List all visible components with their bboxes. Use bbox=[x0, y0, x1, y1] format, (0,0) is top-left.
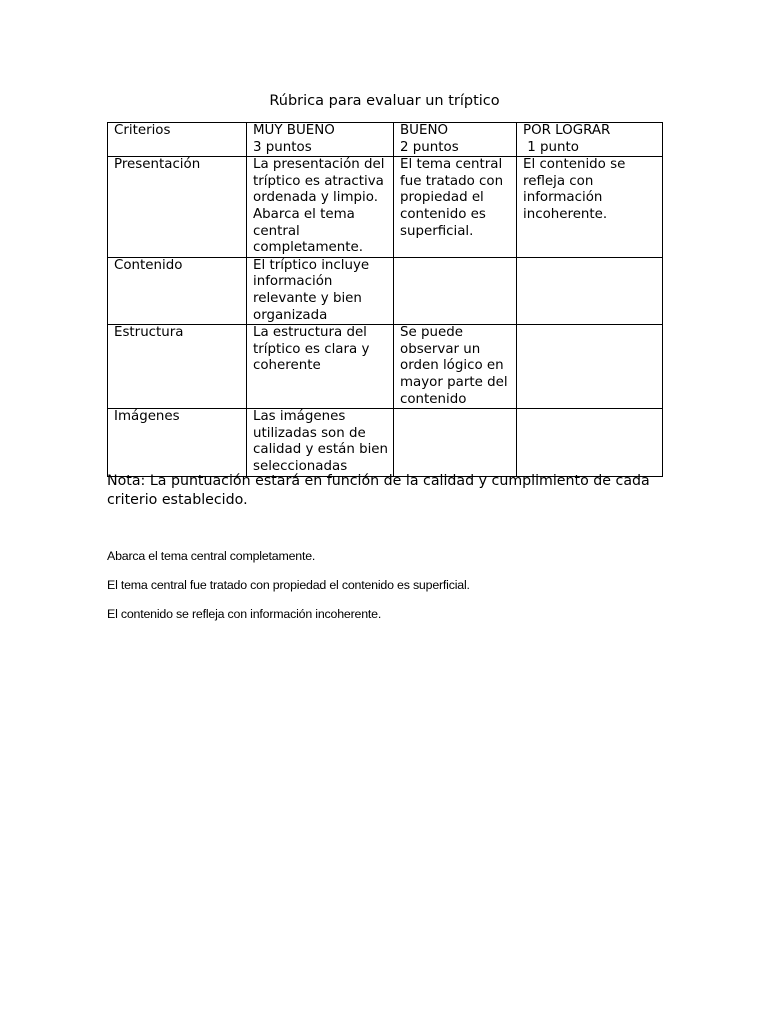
muy-bueno-cell: Las imágenes utilizadas son de calidad y están bien seleccionadas bbox=[247, 409, 394, 476]
header-criterios-label: Criterios bbox=[114, 123, 171, 138]
extra-line: El contenido se refleja con información incoherente. bbox=[107, 607, 382, 621]
por-lograr-cell bbox=[517, 409, 663, 476]
table-row bbox=[108, 257, 663, 324]
header-muy-bueno-points: 3 puntos bbox=[253, 139, 312, 155]
header-muy-bueno bbox=[247, 123, 394, 157]
extra-line: Abarca el tema central completamente. bbox=[107, 549, 316, 563]
por-lograr-cell bbox=[517, 257, 663, 324]
criterio-cell: Presentación bbox=[108, 157, 247, 258]
bueno-cell bbox=[394, 257, 517, 324]
header-por-lograr-label: POR LOGRAR bbox=[523, 123, 611, 138]
criterio-cell: Contenido bbox=[108, 257, 247, 324]
header-bueno-label: BUENO bbox=[400, 123, 449, 138]
header-por-lograr bbox=[517, 123, 663, 157]
table-row bbox=[108, 325, 663, 409]
header-por-lograr-points: 1 punto bbox=[523, 139, 579, 155]
nota-paragraph: Nota: La puntuación estará en función de la calidad y cumplimiento de cada criterio establecido. bbox=[107, 473, 650, 508]
header-bueno-points: 2 puntos bbox=[400, 139, 459, 155]
bueno-cell: Se puede observar un orden lógico en mayor parte del contenido bbox=[394, 325, 517, 409]
header-criterios bbox=[108, 123, 247, 157]
por-lograr-cell: El contenido se refleja con información incoherente. bbox=[517, 157, 663, 258]
muy-bueno-cell: La presentación del tríptico es atractiva ordenada y limpio. Abarca el tema central completamente. bbox=[247, 157, 394, 258]
criterio-cell: Estructura bbox=[108, 325, 247, 409]
extra-line: El tema central fue tratado con propiedad el contenido es superficial. bbox=[107, 578, 470, 592]
muy-bueno-cell: El tríptico incluye información relevante y bien organizada bbox=[247, 257, 394, 324]
header-muy-bueno-label: MUY BUENO bbox=[253, 123, 335, 138]
header-bueno bbox=[394, 123, 517, 157]
document-title: Rúbrica para evaluar un tríptico bbox=[269, 93, 500, 109]
bueno-cell bbox=[394, 409, 517, 476]
table-row bbox=[108, 157, 663, 258]
bueno-cell: El tema central fue tratado con propiedad el contenido es superficial. bbox=[394, 157, 517, 258]
por-lograr-cell bbox=[517, 325, 663, 409]
criterio-cell: Imágenes bbox=[108, 409, 247, 476]
muy-bueno-cell: La estructura del tríptico es clara y coherente bbox=[247, 325, 394, 409]
table-row bbox=[108, 409, 663, 476]
table-header-row bbox=[108, 123, 663, 157]
rubric-table bbox=[107, 122, 663, 477]
